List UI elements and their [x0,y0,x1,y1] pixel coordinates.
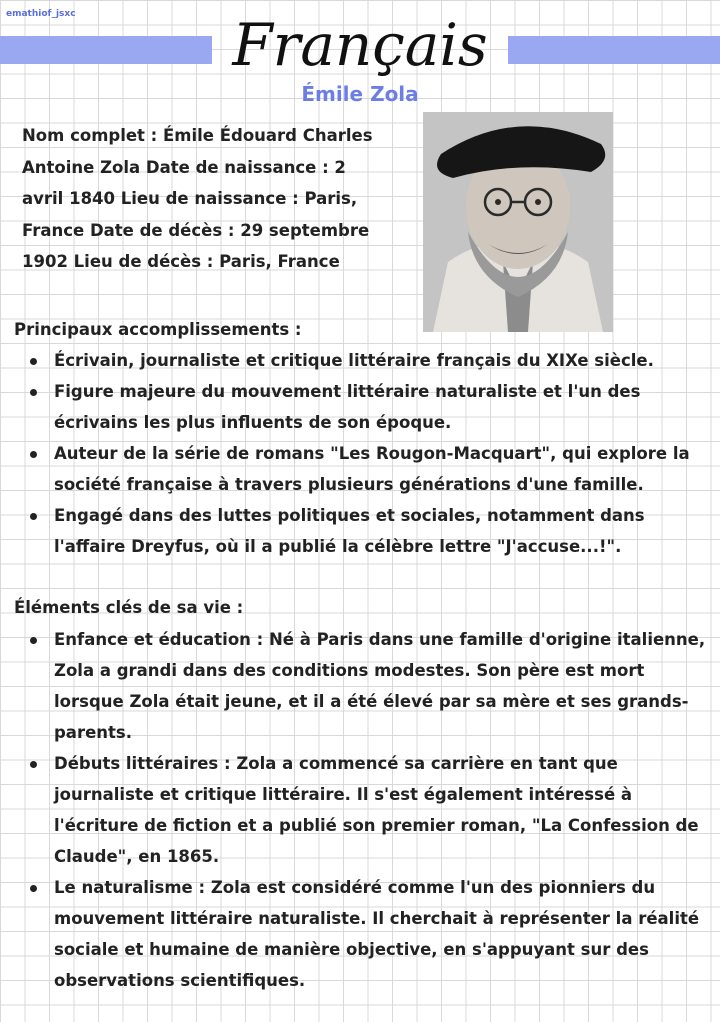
life-heading: Éléments clés de sa vie : [14,598,244,617]
bullet-icon [30,885,37,892]
list-item: Figure majeure du mouvement littéraire naturaliste et l'un des écrivains les plus influents de son époque. [0,376,716,438]
bullet-icon [30,761,37,768]
life-list [0,624,716,996]
bullet-icon [30,358,37,365]
bullet-icon [30,451,37,458]
watermark: emathiof_jsxc [6,9,76,19]
accomplishments-list [0,345,716,562]
page-title: Français [232,11,488,79]
list-item: Enfance et éducation : Né à Paris dans une famille d'origine italienne, Zola a grandi dans des conditions modestes. Son père est mort lorsque Zola était jeune, et il a été élevé par sa mère et ses grands-parents. [0,624,716,748]
bio-text: Nom complet : Émile Édouard Charles Antoine Zola Date de naissance : 2 avril 1840 Lieu de naissance : Paris, France Date de décès : 29 septembre 1902 Lieu de décès : Paris, France [22,126,373,271]
portrait-photo [423,112,613,332]
bullet-icon [30,513,37,520]
accomplishments-heading: Principaux accomplissements : [14,320,302,339]
portrait-illustration [423,112,613,332]
bullet-icon [30,389,37,396]
list-item: Écrivain, journaliste et critique littéraire français du XIXe siècle. [0,345,716,376]
list-item: Débuts littéraires : Zola a commencé sa carrière en tant que journaliste et critique littéraire. Il s'est également intéressé à l'écriture de fiction et a publié son premier roman, "La Confession de Claude", en 1865. [0,748,716,872]
page-subtitle: Émile Zola [301,82,419,106]
bullet-icon [30,637,37,644]
list-item: Engagé dans des luttes politiques et sociales, notamment dans l'affaire Dreyfus, où il a publié la célèbre lettre "J'accuse...!". [0,500,716,562]
list-item: Le naturalisme : Zola est considéré comme l'un des pionniers du mouvement littéraire naturaliste. Il cherchait à représenter la réalité sociale et humaine de manière objective, en s'appuyant sur des observations scientifiques. [0,872,716,996]
list-item: Auteur de la série de romans "Les Rougon-Macquart", qui explore la société française à travers plusieurs générations d'une famille. [0,438,716,500]
